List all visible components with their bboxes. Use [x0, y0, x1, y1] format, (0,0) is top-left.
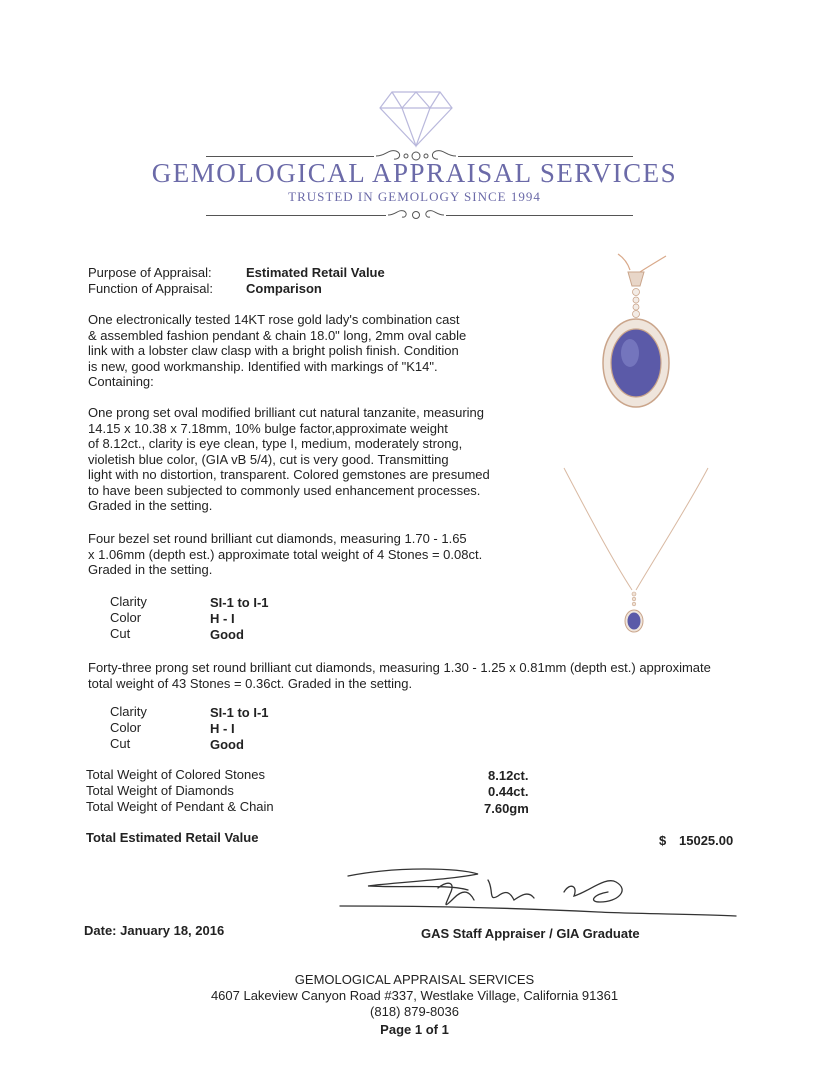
appraisal-date: Date: January 18, 2016 [84, 923, 225, 938]
tanzanite-line: of 8.12ct., clarity is eye clean, type I, medium, moderately strong, [88, 436, 463, 451]
grade-value: H - I [210, 721, 235, 736]
tanzanite-line: violetish blue color, (GIA vB 5/4), cut is very good. Transmitting [88, 451, 449, 467]
scroll-ornament-bottom-icon [386, 207, 446, 223]
grade-value: Good [210, 627, 244, 642]
tanzanite-line: light with no distortion, transparent. Colored gemstones are presumed [88, 467, 490, 482]
total-value: 0.44ct. [488, 784, 529, 799]
footer-phone: (818) 879-8036 [370, 1004, 459, 1019]
brand-tagline: TRUSTED IN GEMOLOGY SINCE 1994 [288, 189, 541, 204]
prong-diamonds-description [88, 660, 711, 691]
footer-company: GEMOLOGICAL APPRAISAL SERVICES [294, 972, 535, 987]
bezel-line: Graded in the setting. [88, 562, 213, 577]
bezel-line: Four bezel set round brilliant cut diamonds, measuring 1.70 - 1.65 [88, 531, 467, 546]
tanzanite-line: Graded in the setting. [88, 498, 213, 513]
description-line: is new, good workmanship. Identified with markings of "K14". [88, 358, 438, 374]
brand-name: GEMOLOGICAL APPRAISAL SERVICES [151, 158, 678, 188]
prong-line: Forty-three prong set round brilliant cut diamonds, measuring 1.30 - 1.25 x 0.81mm (depth est.) approximate [88, 660, 711, 675]
diamond-logo-icon [378, 88, 454, 148]
description-line: & assembled fashion pendant & chain 18.0" long, 2mm oval cable [88, 327, 467, 343]
prong-line: total weight of 43 Stones = 0.36ct. Graded in the setting. [88, 675, 413, 691]
pendant-on-chain-image [560, 466, 712, 636]
header-rule-bottom-left [206, 215, 386, 216]
tanzanite-line: 14.15 x 10.38 x 7.18mm, 10% bulge factor,approximate weight [88, 420, 448, 436]
tanzanite-line: One prong set oval modified brilliant cut natural tanzanite, measuring [88, 405, 484, 420]
bezel-line: x 1.06mm (depth est.) approximate total weight of 4 Stones = 0.08ct. [88, 546, 483, 562]
grade-label: Color [110, 610, 142, 625]
retail-amount: 15025.00 [679, 833, 734, 848]
total-label: Total Weight of Colored Stones [86, 767, 265, 782]
header-rule-top-right [458, 156, 633, 157]
bezel-diamonds-description [88, 531, 482, 578]
tanzanite-description [88, 405, 490, 514]
grade-label: Cut [110, 626, 131, 641]
header-rule-bottom-right [446, 215, 633, 216]
page-number: Page 1 of 1 [380, 1022, 449, 1037]
function-value: Comparison [246, 281, 322, 296]
signature-image [338, 862, 738, 924]
description-line: One electronically tested 14KT rose gold lady's combination cast [88, 312, 460, 327]
grade-value: Good [210, 737, 244, 752]
purpose-value: Estimated Retail Value [246, 265, 385, 280]
header-rule-top-left [206, 156, 374, 157]
total-value: 7.60gm [484, 801, 529, 816]
grade-label: Cut [110, 736, 131, 751]
retail-value-label: Total Estimated Retail Value [86, 830, 259, 845]
appraiser-title: GAS Staff Appraiser / GIA Graduate [421, 926, 640, 941]
description-line: Containing: [88, 374, 154, 389]
pendant-closeup-image [590, 252, 680, 420]
retail-currency: $ [659, 833, 667, 848]
grade-value: SI-1 to I-1 [210, 595, 269, 610]
total-value: 8.12ct. [488, 768, 529, 783]
description-line: link with a lobster claw clasp with a bright polish finish. Condition [88, 343, 459, 358]
total-label: Total Weight of Diamonds [86, 783, 234, 798]
tanzanite-line: to have been subjected to commonly used enhancement processes. [88, 482, 481, 498]
grade-label: Color [110, 720, 142, 735]
purpose-label: Purpose of Appraisal: [88, 265, 212, 280]
grade-label: Clarity [110, 594, 147, 609]
grade-value: SI-1 to I-1 [210, 705, 269, 720]
grade-value: H - I [210, 611, 235, 626]
item-description [88, 312, 466, 390]
grade-label: Clarity [110, 704, 147, 719]
total-label: Total Weight of Pendant & Chain [86, 799, 274, 814]
function-label: Function of Appraisal: [88, 281, 214, 296]
footer-address: 4607 Lakeview Canyon Road #337, Westlake Village, California 91361 [210, 988, 619, 1003]
